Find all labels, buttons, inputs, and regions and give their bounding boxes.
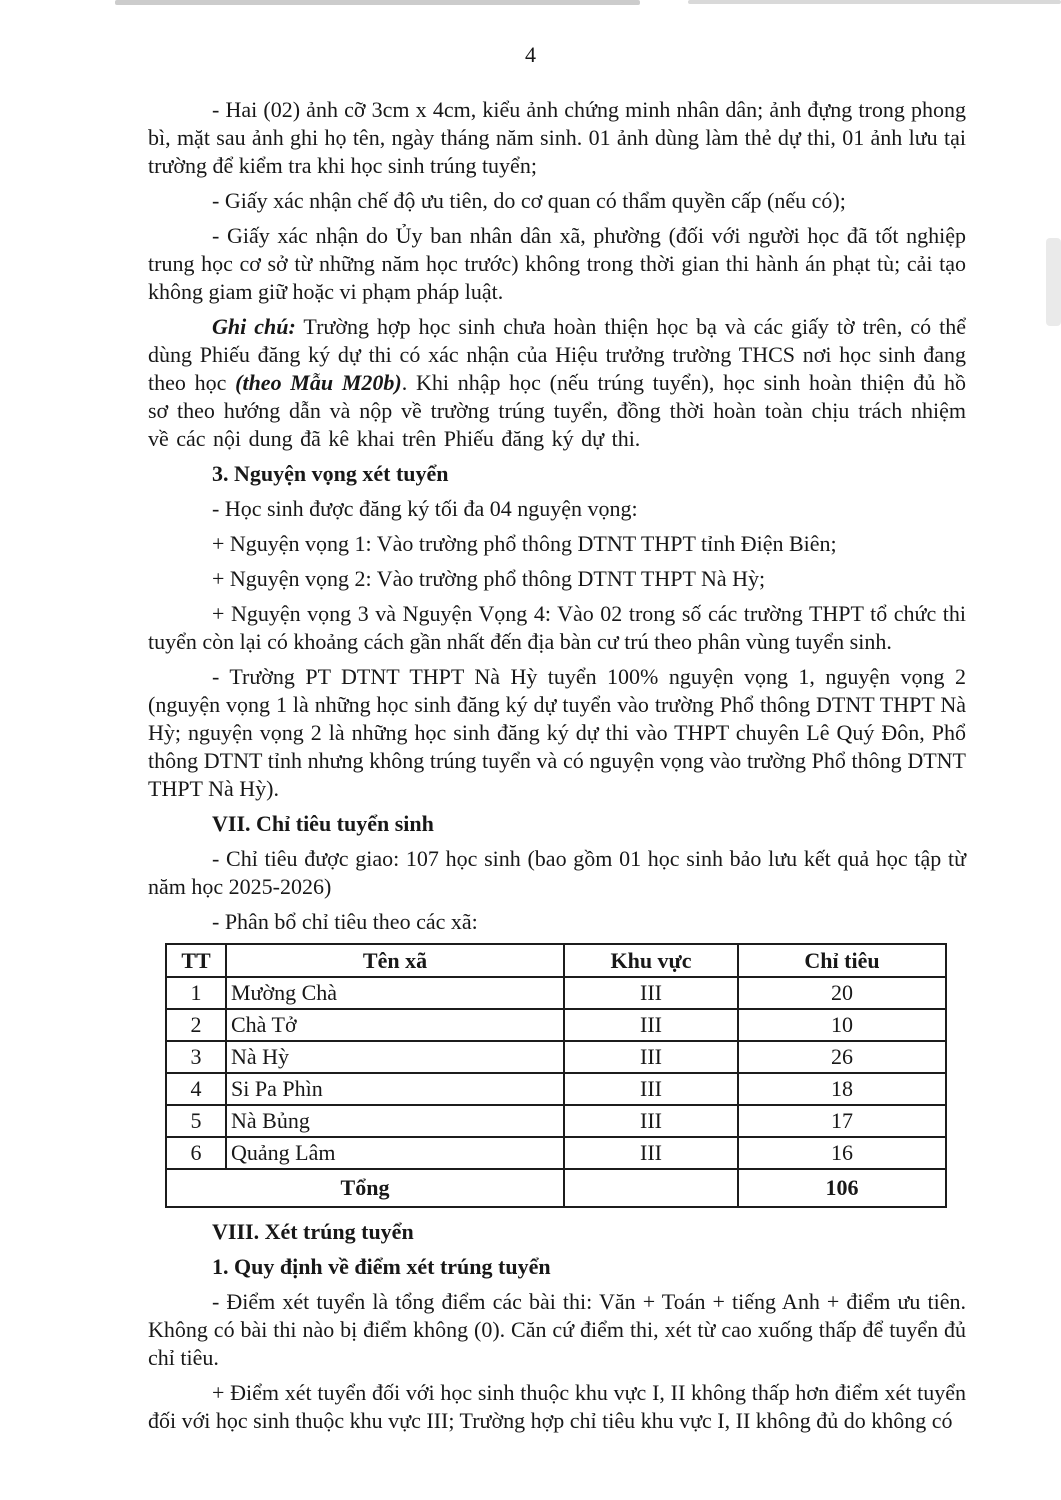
cell-ten-xa: Mường Chà bbox=[226, 977, 564, 1009]
heading-score-rule: 1. Quy định về điểm xét trúng tuyển bbox=[212, 1254, 551, 1279]
cell-ten-xa: Si Pa Phìn bbox=[226, 1073, 564, 1105]
table-row bbox=[166, 977, 946, 1009]
header-chi-tieu: Chỉ tiêu bbox=[738, 944, 946, 977]
cell-ten-xa: Nà Bủng bbox=[226, 1105, 564, 1137]
heading-admission: VIII. Xét trúng tuyển bbox=[212, 1219, 414, 1244]
para-max-aspirations: - Học sinh được đăng ký tối đa 04 nguyện vọng: bbox=[212, 496, 638, 521]
cell-khu-vuc: III bbox=[564, 977, 738, 1009]
para-photo-requirements: - Hai (02) ảnh cỡ 3cm x 4cm, kiểu ảnh chứng minh nhân dân; ảnh đựng trong phong bì, mặt sau ảnh ghi họ tên, ngày tháng năm sinh. 01 ảnh dùng làm thẻ dự thi, 01 ảnh lưu tại trường để kiểm tra khi học sinh trúng tuyển; bbox=[148, 97, 966, 178]
cell-tt: 4 bbox=[166, 1073, 226, 1105]
table-row bbox=[166, 1073, 946, 1105]
cell-khu-vuc: III bbox=[564, 1041, 738, 1073]
cell-tt: 6 bbox=[166, 1137, 226, 1169]
cell-khu-vuc: III bbox=[564, 1009, 738, 1041]
cell-khu-vuc: III bbox=[564, 1073, 738, 1105]
cell-khu-vuc: III bbox=[564, 1105, 738, 1137]
table-row bbox=[166, 1009, 946, 1041]
cell-chi-tieu: 10 bbox=[738, 1009, 946, 1041]
table-total-row bbox=[166, 1169, 946, 1207]
note-label: Ghi chú: bbox=[212, 314, 296, 339]
table-row bbox=[166, 1105, 946, 1137]
cell-tt: 2 bbox=[166, 1009, 226, 1041]
total-label: Tổng bbox=[166, 1169, 564, 1207]
scan-artifact bbox=[688, 0, 1061, 4]
para-aspiration-1: + Nguyện vọng 1: Vào trường phổ thông DTNT THPT tỉnh Điện Biên; bbox=[212, 531, 837, 556]
note-body-1: Trường hợp học sinh chưa hoàn thiện học bạ và các giấy tờ trên, có thể dùng Phiếu đăng ký dự thi có xác nhận của Hiệu trưởng trường THCS nơi học sinh đang theo học bbox=[148, 314, 966, 395]
cell-tt: 5 bbox=[166, 1105, 226, 1137]
header-khu-vuc: Khu vực bbox=[564, 944, 738, 977]
document-body bbox=[148, 96, 966, 1442]
para-quota-assigned: - Chỉ tiêu được giao: 107 học sinh (bao gồm 01 học sinh bảo lưu kết quả học tập từ năm học 2025-2026) bbox=[148, 846, 966, 899]
table-row bbox=[166, 1041, 946, 1073]
cell-chi-tieu: 18 bbox=[738, 1073, 946, 1105]
cell-chi-tieu: 20 bbox=[738, 977, 946, 1009]
table-header-row bbox=[166, 944, 946, 977]
para-na-hy-policy: - Trường PT DTNT THPT Nà Hỳ tuyển 100% nguyện vọng 1, nguyện vọng 2 (nguyện vọng 1 là những học sinh đăng ký dự tuyển vào trường Phổ thông DTNT THPT Nà Hỳ; nguyện vọng 2 là những học sinh đăng ký dự thi vào THPT chuyên Lê Quý Đôn, Phổ thông DTNT tỉnh nhưng không trúng tuyển và có nguyện vọng vào trường Phổ thông DTNT THPT Nà Hỳ). bbox=[148, 664, 966, 801]
table-row bbox=[166, 1137, 946, 1169]
header-tt: TT bbox=[166, 944, 226, 977]
heading-quota: VII. Chỉ tiêu tuyển sinh bbox=[212, 811, 434, 836]
note-form-reference: (theo Mẫu M20b) bbox=[235, 370, 402, 395]
para-zone-rule: + Điểm xét tuyển đối với học sinh thuộc khu vực I, II không thấp hơn điểm xét tuyển đối với học sinh thuộc khu vực III; Trường hợp chỉ tiêu khu vực I, II không đủ do không có bbox=[148, 1380, 966, 1433]
heading-aspirations: 3. Nguyện vọng xét tuyển bbox=[212, 461, 449, 486]
cell-tt: 3 bbox=[166, 1041, 226, 1073]
cell-ten-xa: Chà Tở bbox=[226, 1009, 564, 1041]
para-quota-distribution: - Phân bổ chỉ tiêu theo các xã: bbox=[212, 909, 478, 934]
para-commune-certificate: - Giấy xác nhận do Ủy ban nhân dân xã, phường (đối với người học đã tốt nghiệp trung học cơ sở từ những năm học trước) không trong thời gian thi hành án phạt tù; cải tạo không giam giữ hoặc vi phạm pháp luật. bbox=[148, 223, 966, 304]
header-ten-xa: Tên xã bbox=[226, 944, 564, 977]
scan-artifact bbox=[1046, 238, 1061, 326]
cell-chi-tieu: 17 bbox=[738, 1105, 946, 1137]
cell-chi-tieu: 16 bbox=[738, 1137, 946, 1169]
cell-tt: 1 bbox=[166, 977, 226, 1009]
cell-chi-tieu: 26 bbox=[738, 1041, 946, 1073]
cell-khu-vuc: III bbox=[564, 1137, 738, 1169]
note-body-2: . Khi nhập học (nếu trúng tuyển), học sinh hoàn thiện đủ hồ sơ theo hướng dẫn và nộp về trường trúng tuyển, đồng thời hoàn toàn chịu trách nhiệm về các nội dung đã kê khai trên Phiếu đăng ký dự thi. bbox=[148, 370, 966, 451]
para-aspiration-3-4: + Nguyện vọng 3 và Nguyện Vọng 4: Vào 02 trong số các trường THPT tổ chức thi tuyển còn lại có khoảng cách gần nhất đến địa bàn cư trú theo phân vùng tuyển sinh. bbox=[148, 601, 966, 654]
total-value: 106 bbox=[738, 1169, 946, 1207]
para-priority-certificate: - Giấy xác nhận chế độ ưu tiên, do cơ quan có thẩm quyền cấp (nếu có); bbox=[212, 188, 846, 213]
para-score-rule: - Điểm xét tuyển là tổng điểm các bài thi: Văn + Toán + tiếng Anh + điểm ưu tiên. Không có bài thi nào bị điểm không (0). Căn cứ điểm thi, xét từ cao xuống thấp để tuyển đủ chỉ tiêu. bbox=[148, 1289, 966, 1370]
cell-ten-xa: Quảng Lâm bbox=[226, 1137, 564, 1169]
page-number: 4 bbox=[525, 42, 536, 67]
total-khu-vuc-empty bbox=[564, 1169, 738, 1207]
para-note bbox=[148, 313, 966, 453]
cell-ten-xa: Nà Hỳ bbox=[226, 1041, 564, 1073]
para-aspiration-2: + Nguyện vọng 2: Vào trường phổ thông DTNT THPT Nà Hỳ; bbox=[212, 566, 766, 591]
quota-table bbox=[165, 943, 947, 1208]
scan-artifact bbox=[115, 0, 640, 5]
